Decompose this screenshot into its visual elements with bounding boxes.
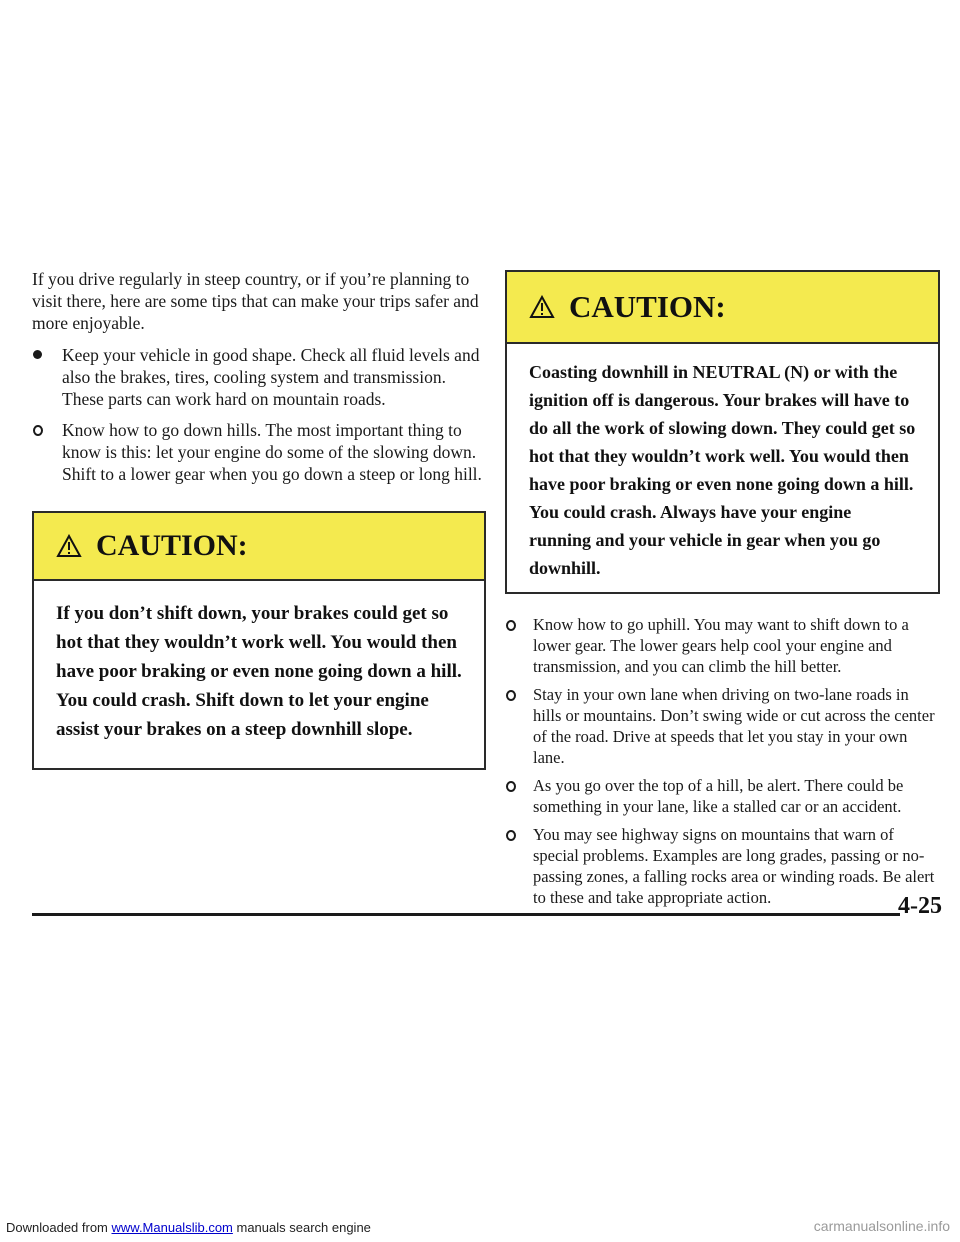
left-bullet-list: [32, 344, 482, 485]
caution-body: Coasting downhill in NEUTRAL (N) or with the ignition off is dangerous. Your brakes will have to do all the work of slowing down. They could get so hot that they wouldn’t work well. You would then have poor braking or even none going down a hill. You could crash. Always have your engine running and your vehicle in gear when you go downhill.: [529, 362, 916, 578]
intro-paragraph: If you drive regularly in steep country, or if you’re planning to visit there, here are some tips that can make your trips safer and more enjoyable.: [32, 269, 479, 333]
watermark-prefix: Downloaded from: [6, 1220, 112, 1235]
caution-box-right: [505, 270, 940, 594]
manualslib-link[interactable]: www.Manualslib.com: [111, 1220, 233, 1235]
warning-triangle-icon: [56, 534, 82, 558]
caution-body: If you don’t shift down, your brakes could get so hot that they wouldn’t work well. You would then have poor braking or even none going down a hill. You could crash. Shift down to let your engine assist your brakes on a steep downhill slope.: [56, 603, 462, 740]
bullet-icon: [506, 781, 516, 792]
footer-rule: [32, 913, 900, 916]
bullet-icon: [506, 620, 516, 631]
caution-title: CAUTION:: [96, 529, 248, 562]
bullet-text: Stay in your own lane when driving on two-lane roads in hills or mountains. Don’t swing wide or cut across the center of the road. Drive at speeds that let you stay in your own lane.: [533, 685, 935, 767]
list-item: [505, 614, 940, 677]
bullet-text: You may see highway signs on mountains that warn of special problems. Examples are long grades, passing or no-passing zones, a falling rocks area or winding roads. Be alert to these and take appropriate action.: [533, 825, 935, 907]
watermark-suffix: manuals search engine: [232, 1220, 371, 1235]
caution-title: CAUTION:: [569, 289, 726, 324]
caution-header: [507, 272, 938, 344]
site-watermark: carmanualsonline.info: [813, 1218, 950, 1234]
warning-triangle-icon: [529, 295, 555, 319]
bullet-text: As you go over the top of a hill, be alert. There could be something in your lane, like a stalled car or an accident.: [533, 776, 904, 816]
bullet-icon: [33, 425, 43, 436]
caution-header: [34, 513, 484, 581]
caution-box-left: [32, 511, 486, 770]
bullet-text: Know how to go down hills. The most important thing to know is this: let your engine do some of the slowing down. Shift to a lower gear when you go down a steep or long hill.: [62, 420, 482, 484]
list-item: [505, 824, 940, 908]
list-item: [505, 775, 940, 817]
left-column: [32, 268, 482, 770]
right-column: [505, 270, 940, 915]
page-number: 4-25: [898, 893, 942, 919]
list-item: [505, 684, 940, 768]
bullet-text: Know how to go uphill. You may want to shift down to a lower gear. The lower gears help cool your engine and transmission, and you can climb the hill better.: [533, 615, 909, 676]
bullet-icon: [506, 690, 516, 701]
download-watermark: [6, 1220, 371, 1235]
right-bullet-list: [505, 614, 940, 908]
bullet-icon: [33, 350, 42, 359]
list-item: [32, 419, 482, 485]
bullet-icon: [506, 830, 516, 841]
bullet-text: Keep your vehicle in good shape. Check all fluid levels and also the brakes, tires, cooling system and transmission. These parts can work hard on mountain roads.: [62, 345, 480, 409]
list-item: [32, 344, 482, 410]
